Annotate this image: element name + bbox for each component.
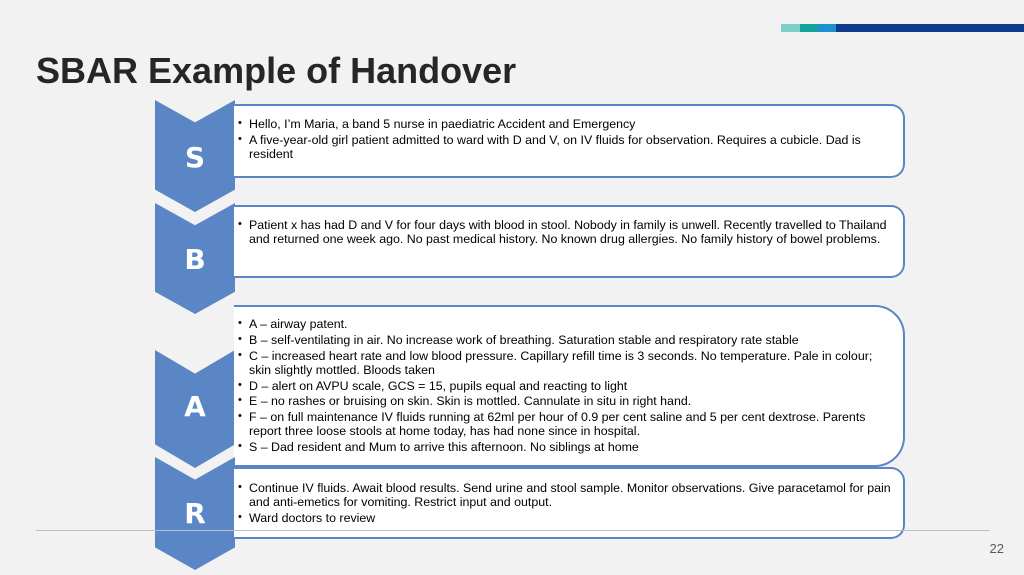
list-item: • S – Dad resident and Mum to arrive this afternoon. No siblings at home: [238, 440, 891, 454]
accent-bar-teal: [800, 24, 818, 32]
chevron-letter-a: A: [184, 390, 206, 423]
background-box: [234, 205, 905, 278]
assessment-box: [234, 305, 905, 467]
list-item: • A – airway patent.: [238, 317, 891, 331]
list-item: • Patient x has had D and V for four days with blood in stool. Nobody in family is unwell. Recently travelled to Thailand and returned one week ago. No past medical history. No known drug allergies. No family history of bowel problems.: [238, 218, 891, 246]
list-item: • A five-year-old girl patient admitted to ward with D and V, on IV fluids for observation. Requires a cubicle. Dad is resident: [238, 133, 891, 161]
recommendation-box: [234, 467, 905, 539]
chevron-letter-s: S: [184, 141, 206, 174]
chevron-letter-r: R: [184, 497, 206, 530]
list-item: • B – self-ventilating in air. No increase work of breathing. Saturation stable and respiratory rate stable: [238, 333, 891, 347]
list-item: • Hello, I’m Maria, a band 5 nurse in paediatric Accident and Emergency: [238, 117, 891, 131]
background-list: [238, 218, 891, 246]
page-number: 22: [989, 541, 1004, 556]
list-item: • C – increased heart rate and low blood pressure. Capillary refill time is 3 seconds. No temperature. Pale in colour; skin slightly mottled. Bloods taken: [238, 349, 891, 377]
chevron-letter-b: B: [184, 243, 206, 276]
accent-bar-light: [781, 24, 800, 32]
recommendation-list: [238, 481, 891, 525]
slide-title: SBAR Example of Handover: [36, 50, 517, 91]
assessment-list: [238, 317, 891, 454]
accent-bar-blue: [818, 24, 836, 32]
list-item: • D – alert on AVPU scale, GCS = 15, pupils equal and reacting to light: [238, 379, 891, 393]
list-item: • E – no rashes or bruising on skin. Skin is mottled. Cannulate in situ in right hand.: [238, 394, 891, 408]
accent-bar-navy: [836, 24, 1024, 32]
situation-list: [238, 117, 891, 161]
list-item: • Continue IV fluids. Await blood results. Send urine and stool sample. Monitor observations. Give paracetamol for pain and anti-emetics for vomiting. Restrict input and output.: [238, 481, 891, 509]
list-item: • Ward doctors to review: [238, 511, 891, 525]
situation-box: [234, 104, 905, 178]
footer-divider: [36, 530, 990, 531]
list-item: • F – on full maintenance IV fluids running at 62ml per hour of 0.9 per cent saline and 5 per cent dextrose. Parents report three loose stools at home today, has had none since in hospital.: [238, 410, 891, 438]
